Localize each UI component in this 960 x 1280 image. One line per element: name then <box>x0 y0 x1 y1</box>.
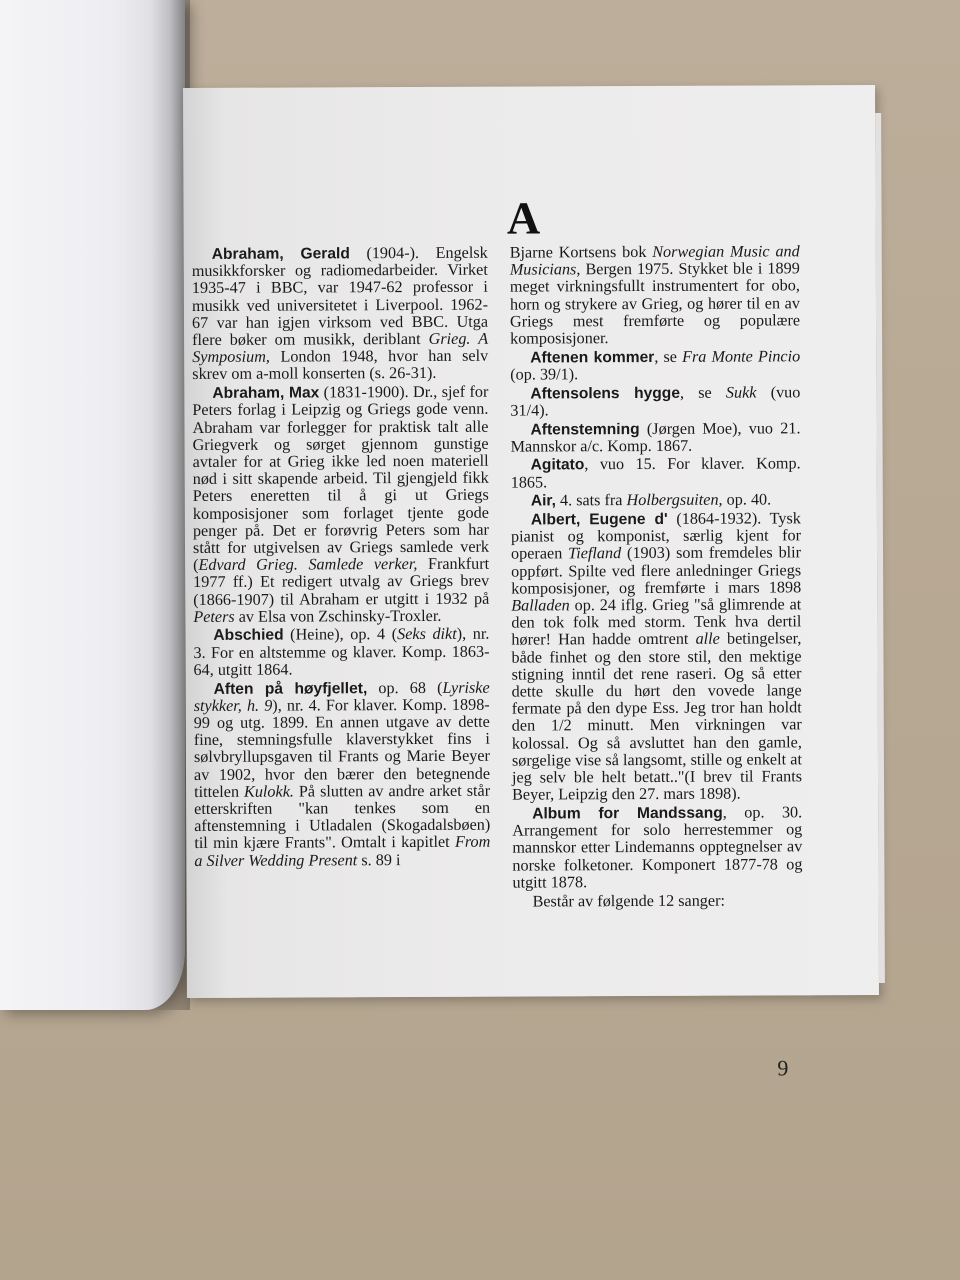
dictionary-entry <box>192 384 489 626</box>
right-page <box>183 85 879 1081</box>
italic-title: Fra Monte Pincio <box>682 347 801 366</box>
entry-headword: Abraham, Max <box>212 384 320 402</box>
entry-text: Frankfurt 1977 ff.) Et redigert utvalg av Griegs brev (1866-1907) til Abraham er utgitt i 1932 på <box>193 554 490 609</box>
entry-text: (Jørgen Moe), vuo 21. Mannskor a/c. Komp. 1867. <box>510 418 801 456</box>
italic-title: Tiefland <box>568 544 622 563</box>
dictionary-entry <box>193 626 489 679</box>
entry-headword: Air, <box>530 492 556 510</box>
entry-text: (vuo 31/4). <box>510 382 801 420</box>
italic-title: Edvard Grieg. Samlede verker, <box>198 555 418 575</box>
entry-headword: Aftenstemning <box>530 420 640 439</box>
entry-text: , op. 30. Arrangement for solo herrestemmer og mannskor etter Lindemanns opptegnelser av norske folketoner. Komponert 1877-78 og utgitt 1878. <box>512 803 803 892</box>
dictionary-entry <box>192 245 489 384</box>
entry-text: 4. sats fra <box>555 491 627 510</box>
entry-text: (1831-1900). Dr., sjef for Peters forlag i Leipzig og Griegs gode venn. Abraham var forlegger for praktisk talt alle Griegverk og sørget gjennom gunstige avtaler for at Grieg ikke led noen materiell nød i sitt skapende arbeid. Til gjengjeld fikk Peters eneretten til å gi ut Griegs komposisjoner som forlaget tjente gode penger på. Det er forøvrig Peters som har stått for utgivelsen av Griegs samlede verk ( <box>192 382 490 575</box>
italic-title: Holbergsuiten, <box>626 490 723 510</box>
italic-title: alle <box>695 630 720 649</box>
page-number: 9 <box>777 1055 789 1081</box>
italic-title: Grieg. A Symposium, <box>192 329 489 367</box>
entry-text: London 1948, hvor han selv skrev om a-moll konserten (s. 26-31). <box>192 346 489 384</box>
entry-text: op. 24 iflg. Grieg "så glimrende at den tok folk med storm. Tenk hva dertil hører! Han hadde omtrent <box>511 595 802 650</box>
entry-text: , vuo 15. For klaver. Komp. 1865. <box>510 454 801 492</box>
dictionary-entry <box>511 492 801 510</box>
right-column <box>510 243 803 911</box>
italic-title: Balladen <box>511 596 570 615</box>
entry-text: op. 40. <box>722 490 772 509</box>
entry-text: Består av følgende 12 sanger: <box>532 891 725 910</box>
dictionary-entry <box>511 510 802 804</box>
section-letter-heading: A <box>506 192 541 244</box>
entry-text: , se <box>654 347 683 366</box>
entry-headword: Album for Mandssang <box>532 804 723 823</box>
entry-text: , se <box>679 383 726 402</box>
entry-text: betingelser, både finhet og den store stil, den mektige stigning inntil det rene raseri. Og så etter dette skulle du hørt den vovede lange fermate på den dype Ess. Jeg tror han holdt den 1/2 minutt. Men virkningen var kolossal. Og så avsluttet han den gamle, sørgelige vise så langsomt, stille og enkelt at jeg selv ble helt betatt.."(I brev til Frants Beyer, Leipzig den 27. mars 1898). <box>511 629 803 804</box>
dictionary-entry <box>194 679 491 870</box>
dictionary-entry <box>510 384 800 420</box>
entry-text: (op. 39/1). <box>510 365 579 384</box>
entry-headword: Agitato <box>530 456 585 474</box>
dictionary-entry <box>510 243 800 347</box>
entry-text: (1864-1932). Tysk pianist og komponist, særlig kjent for operaen <box>510 509 801 564</box>
entry-text: Bjarne Kortsens bok <box>509 242 653 262</box>
entry-headword: Aften på høyfjellet, <box>213 679 368 698</box>
italic-title: Norwegian Music and Musicians, <box>509 242 800 279</box>
entry-text: (1904-). Engelsk musikkforsker og radiomedarbeider. Virket 1935-47 i BBC, var 1947-62 professor i musikk ved universitetet i Liverpool. 1962-67 var han igjen virksom ved BBC. Utga flere bøker om musikk, deriblant <box>191 243 489 349</box>
italic-title: Peters <box>193 607 235 626</box>
entry-headword: Aftenen kommer <box>530 348 655 367</box>
entry-text: På slutten av andre arket står etterskriften "kan tenkes som en aftenstemning i Utladalen (Skogadalsbøen) til min kjære Frants". Omtalt i kapitlet <box>194 781 491 853</box>
entry-headword: Abschied <box>213 627 284 645</box>
left-column <box>192 245 491 872</box>
dictionary-entry <box>512 804 802 891</box>
italic-title: From a Silver Wedding Present <box>194 833 491 870</box>
entry-text: op. 68 ( <box>367 678 443 697</box>
dictionary-entry <box>510 348 800 384</box>
italic-title: Sukk <box>725 383 757 402</box>
entry-text: ), nr. 4. For klaver. Komp. 1898-99 og utg. 1899. En annen utgave av dette fine, stemningsfulle klaverstykket fins i sølvbryllupsgaven til Frants og Marie Beyer av 1902, hvor den bærer den betegnende tittelen <box>193 695 491 801</box>
entry-text: (Heine), op. 4 ( <box>283 625 398 645</box>
entry-text: av Elsa von Zschinsky-Troxler. <box>234 606 442 626</box>
entry-headword: Albert, Eugene d' <box>530 510 668 529</box>
entry-text: s. 89 i <box>357 850 401 869</box>
entry-headword: Aftensolens hygge <box>530 384 681 403</box>
dictionary-entry <box>511 456 801 492</box>
entry-headword: Abraham, Gerald <box>211 245 350 263</box>
dictionary-entry <box>513 892 803 910</box>
italic-title: Lyriske stykker, h. 9 <box>193 678 490 715</box>
entry-text: ), nr. 3. For en altstemme og klaver. Komp. 1863-64, utgitt 1864. <box>193 625 490 679</box>
italic-title: Kulokk. <box>243 782 294 801</box>
dictionary-entry <box>510 420 800 456</box>
entry-text: (1903) som fremdeles blir oppført. Spilte ved flere anledninger Griegs komposisjoner, og fremførte i mars 1898 <box>511 543 802 598</box>
italic-title: Seks dikt <box>397 625 457 644</box>
entry-text: Bergen 1975. Stykket ble i 1899 meget virkningsfullt instrumentert for obo, horn og strykere av Grieg, og hører til en av Griegs mest fremførte og populære komposisjoner. <box>509 259 801 348</box>
